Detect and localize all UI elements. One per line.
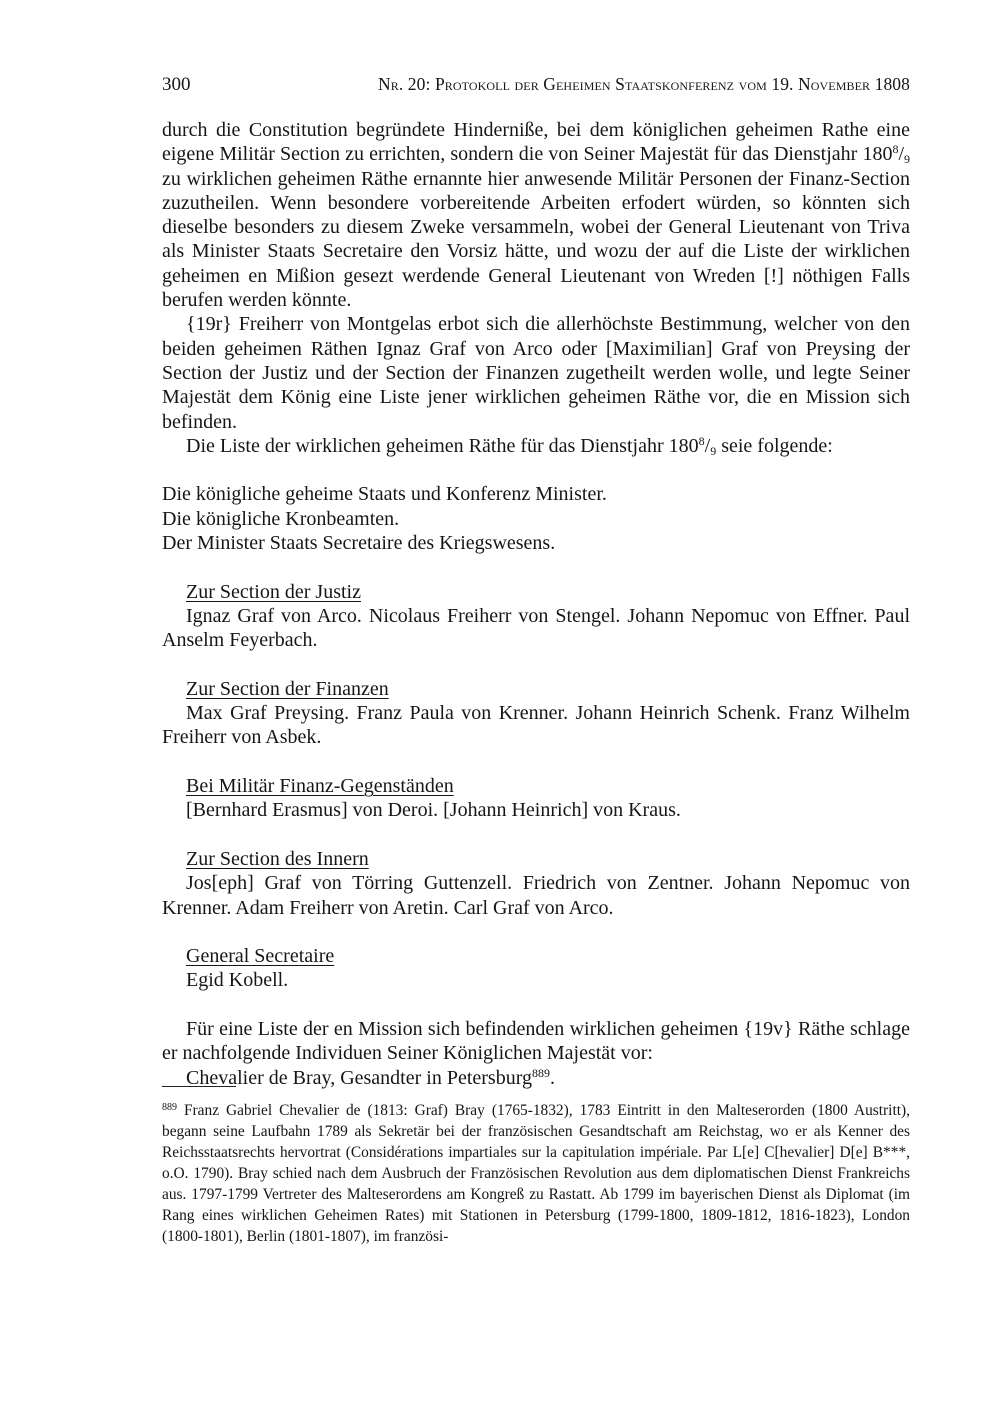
paragraph-3: Die Liste der wirklichen geheimen Räthe für das Dienstjahr $180^8/_9$ seie folgende: (186, 433, 833, 458)
main-text (162, 118, 910, 1090)
fraction-numerator: 8 (892, 142, 899, 157)
section-heading: Zur Section des Innern (186, 847, 369, 870)
section-members: Egid Kobell. (186, 969, 289, 992)
footnote-separator (162, 1086, 236, 1087)
page-number: 300 (162, 74, 191, 95)
section-heading: Zur Section der Finanzen (186, 677, 389, 700)
section-members: Jos[eph] Graf von Törring Guttenzell. Friedrich von Zentner. Johann Nepomuc von Krenner. Adam Freiherr von Aretin. Carl Graf von Arco. (162, 872, 910, 919)
paragraph-1: durch die Constitution begründete Hinderniße, bei dem königlichen geheimen Rathe eine eigene Militär Section zu errichten, sondern die von Seiner Majestät für das Dienstjahr $180^8/_9$ zu wirklichen geheimen Räthe ernannte hier anwesende Militär Personen der Finanz-Section zuzutheilen. Wenn besondere vorbereitende Arbeiten erfodert würden, so könnten sich dieselbe besonders zu diesem Zweke versammeln, wobei der General Lieutenant von Triva als Minister Staats Secretaire den Vorsiz hätte, und wozu der auf die Liste der wirklichen geheimen en Mißion gesezt werdende General Lieutenant von Wreden [!] nöthigen Falls berufen werden könnte. (162, 119, 910, 312)
footnote (162, 1100, 910, 1247)
footnote-reference: 889 (532, 1065, 551, 1080)
running-title: Nr. 20: Protokoll der Geheimen Staatskonferenz vom 19. November 1808 (378, 74, 910, 94)
section-members: [Bernhard Erasmus] von Deroi. [Johann Heinrich] von Kraus. (186, 799, 681, 822)
list-item: Der Minister Staats Secretaire des Kriegswesens. (162, 532, 556, 555)
section-heading: Zur Section der Justiz (186, 580, 361, 603)
section-heading: Bei Militär Finanz-Gegenständen (186, 775, 454, 798)
list-item: Die königliche Kronbeamten. (162, 507, 400, 530)
paragraph-2: {19r} Freiherr von Montgelas erbot sich die allerhöchste Bestimmung, welcher von den beiden geheimen Räthen Ignaz Graf von Arco oder [Maximilian] Graf von Preysing der Section der Justiz und der Section der Finanzen zugetheilt werden wolle, und legte Seiner Majestät dem König eine Liste jener wirklichen geheimen Räthe vor, die en Mission sich befinden. (162, 313, 910, 433)
paragraph-4: Für eine Liste der en Mission sich befindenden wirklichen geheimen {19v} Räthe schlage er nachfolgende Individuen Seiner Königlichen Majestät vor: (162, 1017, 910, 1065)
section-members: Max Graf Preysing. Franz Paula von Krenner. Johann Heinrich Schenk. Franz Wilhelm Freiherr von Asbek. (162, 702, 910, 749)
footnote-text: Franz Gabriel Chevalier de (1813: Graf) Bray (1765-1832), 1783 Eintritt in den Malteserorden (1800 Austritt), begann seine Laufbahn 1789 als Sekretär bei der französischen Gesandtschaft am Reichstag, wo er als Kenner des Reichsstaatsrechts hervortrat (Considérations impartiales sur la capitulation impériale. Par L[e] C[hevalier] D[e] B***, o.O. 1790). Bray schied nach dem Ausbruch der Französischen Revolution aus dem diplomatischen Dienst Frankreichs aus. 1797-1799 Vertreter des Malteserordens am Kongreß zu Rastatt. Ab 1799 im bayerischen Dienst als Diplomat (im Rang eines wirklichen Geheimen Rates) mit Stationen in Petersburg (1799-1800, 1809-1812, 1816-1823), London (1800-1801), Berlin (1801-1807), im französi- (162, 1102, 910, 1245)
footnote-number: 889 (162, 1102, 177, 1113)
paragraph-5: Chevalier de Bray, Gesandter in Petersburg$^{889}$. (186, 1065, 556, 1089)
fraction-denominator: 9 (904, 152, 910, 167)
section-heading: General Secretaire (186, 945, 335, 968)
fraction-denominator: 9 (710, 443, 717, 458)
running-header (162, 74, 910, 96)
section-members: Ignaz Graf von Arco. Nicolaus Freiherr von Stengel. Johann Nepomuc von Effner. Paul Anselm Feyerbach. (162, 604, 910, 652)
list-item: Die königliche geheime Staats und Konferenz Minister. (162, 483, 607, 506)
fraction-numerator: 8 (698, 433, 705, 448)
